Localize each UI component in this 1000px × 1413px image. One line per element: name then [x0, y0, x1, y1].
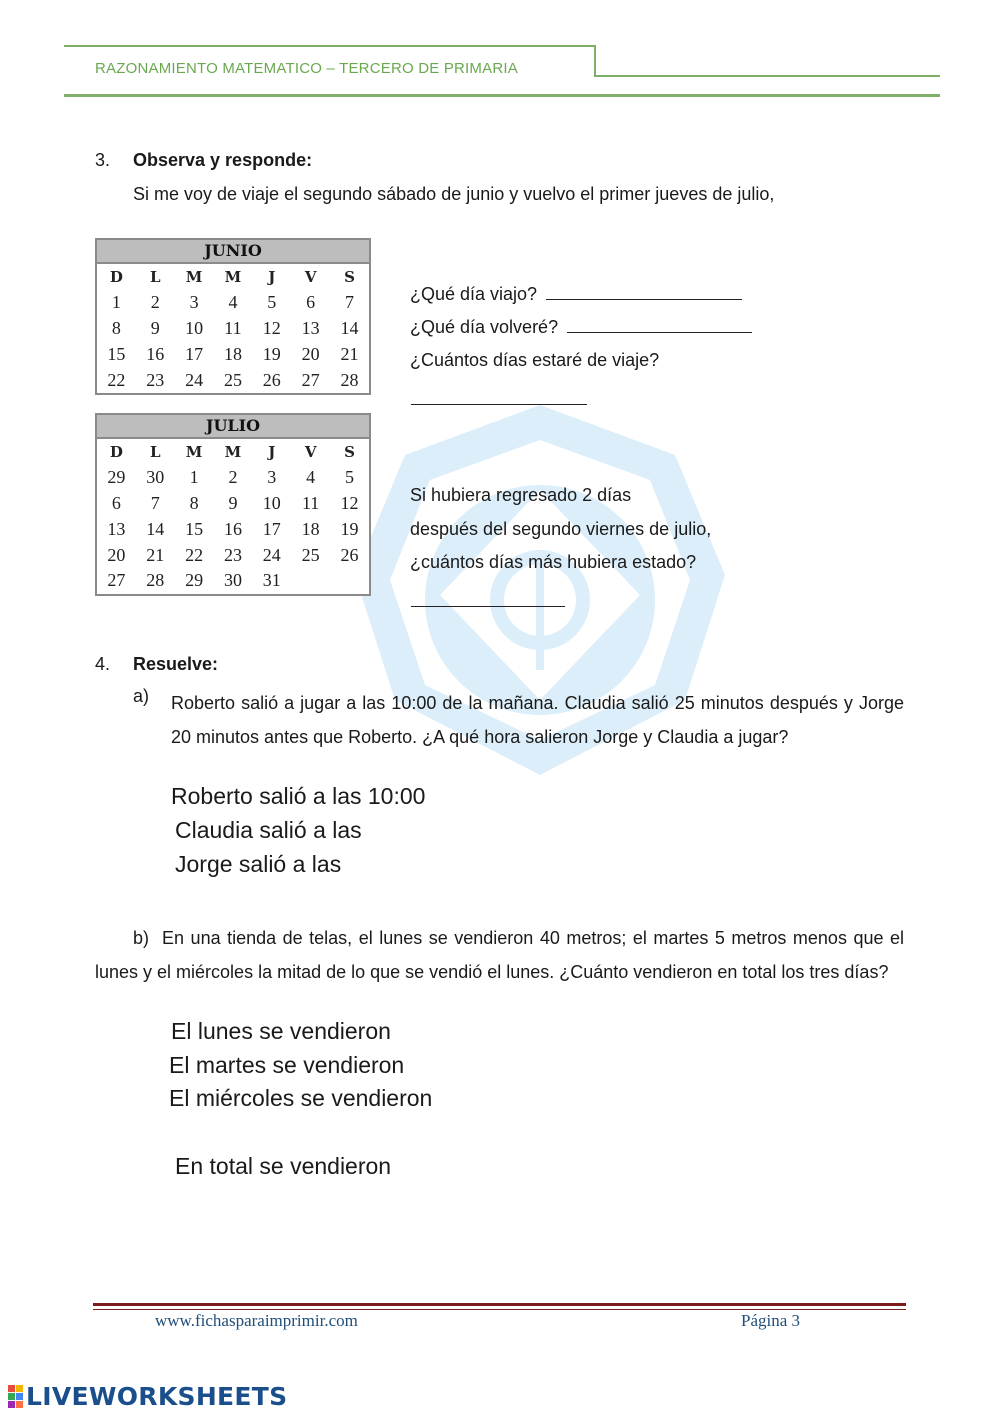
day-cell: 28 — [340, 369, 359, 390]
day-cell: 4 — [228, 292, 238, 313]
question-return-day-label: ¿Qué día volveré? — [410, 317, 559, 337]
day-cell: 6 — [111, 492, 121, 513]
day-cell: 5 — [267, 292, 277, 313]
day-cell: 21 — [146, 544, 165, 565]
day-cell: 17 — [185, 343, 204, 364]
section4-number: 4. — [95, 654, 111, 674]
calendar-junio — [95, 238, 371, 395]
day-cell: 20 — [301, 343, 320, 364]
liveworksheets-logo — [8, 1381, 287, 1411]
day-cell: 10 — [262, 492, 281, 513]
answer-line-return-day[interactable] — [567, 318, 752, 333]
dow-cell: D — [109, 267, 123, 286]
day-cell: 8 — [189, 492, 199, 513]
question-travel-day — [410, 284, 742, 305]
answer-line-travel-day[interactable] — [546, 285, 742, 300]
calendar-week-row — [97, 465, 369, 491]
footer-rule-thick — [93, 1303, 906, 1306]
day-cell: 9 — [228, 492, 238, 513]
day-cell: 16 — [146, 343, 165, 364]
day-cell: 31 — [262, 570, 281, 591]
day-cell: 19 — [340, 518, 359, 539]
answer-a-roberto: Roberto salió a las 10:00 — [171, 783, 426, 809]
calendar-week-row — [97, 367, 369, 393]
dow-cell: V — [304, 267, 317, 286]
dow-cell: J — [268, 442, 276, 461]
header-rule-top — [64, 45, 596, 47]
day-cell: 18 — [301, 518, 320, 539]
calendar-week-row — [97, 491, 369, 517]
footer-rule-thin — [93, 1309, 906, 1310]
answer-a-claudia: Claudia salió a las — [175, 817, 362, 843]
dow-cell: D — [109, 442, 123, 461]
answer-line-extra-days[interactable] — [411, 592, 565, 607]
dow-cell: L — [149, 267, 161, 286]
day-cell: 23 — [223, 544, 242, 565]
question-travel-day-label: ¿Qué día viajo? — [410, 284, 538, 304]
header-rule-step — [594, 45, 596, 77]
day-cell: 29 — [185, 570, 204, 591]
calendar-week-row — [97, 516, 369, 542]
day-cell: 18 — [223, 343, 242, 364]
calendar-week-row — [97, 341, 369, 367]
question-extra-line3: ¿cuántos días más hubiera estado? — [410, 552, 697, 572]
calendar-week-row — [97, 542, 369, 568]
day-cell: 20 — [107, 544, 126, 565]
footer-page-number: Página 3 — [741, 1311, 801, 1330]
problem-b — [95, 921, 904, 989]
dow-cell: S — [344, 442, 355, 461]
dow-cell: J — [268, 267, 276, 286]
calendar-julio-title: JULIO — [97, 415, 369, 439]
answer-line-trip-days[interactable] — [411, 390, 587, 405]
day-cell: 1 — [111, 292, 121, 313]
day-cell: 23 — [146, 369, 165, 390]
calendar-week-row — [97, 568, 369, 594]
day-cell: 24 — [262, 544, 281, 565]
day-cell — [330, 568, 369, 594]
day-cell: 12 — [340, 492, 359, 513]
day-cell: 22 — [107, 369, 126, 390]
day-cell: 13 — [301, 317, 320, 338]
answer-b-miercoles: El miércoles se vendieron — [169, 1085, 433, 1111]
day-cell: 28 — [146, 570, 165, 591]
section3-title: Observa y responde: — [133, 150, 313, 170]
day-cell: 9 — [150, 317, 160, 338]
problem-b-text: En una tienda de telas, el lunes se vendieron 40 metros; el martes 5 metros menos que el lunes y el miércoles la mitad de lo que se vendió el lunes. ¿Cuánto vendieron en total los tres días? — [95, 928, 904, 982]
day-cell: 14 — [340, 317, 359, 338]
day-cell: 30 — [223, 570, 242, 591]
dow-cell: L — [149, 442, 161, 461]
problem-a-text: Roberto salió a jugar a las 10:00 de la mañana. Claudia salió 25 minutos después y Jorge 20 minutos antes que Roberto. ¿A qué hora salieron Jorge y Claudia a jugar? — [171, 693, 904, 747]
calendar-junio-title: JUNIO — [97, 240, 369, 264]
day-cell: 22 — [185, 544, 204, 565]
header-title: RAZONAMIENTO MATEMATICO – TERCERO DE PRIMARIA — [95, 60, 518, 77]
calendar-week-row — [97, 290, 369, 316]
day-cell: 3 — [267, 467, 277, 488]
day-cell: 26 — [340, 544, 359, 565]
day-cell: 6 — [306, 292, 316, 313]
question-extra-line2: después del segundo viernes de julio, — [410, 519, 712, 539]
liveworksheets-text: LIVEWORKSHEETS — [26, 1381, 288, 1411]
day-cell: 29 — [107, 467, 126, 488]
header-rule-right — [594, 75, 940, 77]
day-cell: 12 — [262, 317, 281, 338]
dow-cell: M — [224, 442, 242, 461]
question-extra-line1: Si hubiera regresado 2 días — [410, 485, 632, 505]
day-cell: 14 — [146, 518, 165, 539]
day-cell: 21 — [340, 343, 359, 364]
day-cell: 26 — [262, 369, 281, 390]
day-cell: 4 — [306, 467, 316, 488]
answer-b-lunes: El lunes se vendieron — [171, 1018, 391, 1044]
section3-intro: Si me voy de viaje el segundo sábado de junio y vuelvo el primer jueves de julio, — [133, 184, 775, 204]
day-cell: 1 — [189, 467, 199, 488]
day-cell: 2 — [150, 292, 160, 313]
problem-b-label: b) — [133, 928, 150, 948]
dow-cell: S — [344, 267, 355, 286]
question-return-day — [410, 317, 752, 338]
footer-website: www.fichasparaimprimir.com — [155, 1311, 358, 1330]
day-cell: 25 — [301, 544, 320, 565]
section4-title: Resuelve: — [133, 654, 219, 674]
section3-number: 3. — [95, 150, 111, 170]
day-cell: 27 — [107, 570, 126, 591]
day-cell: 3 — [189, 292, 199, 313]
day-cell: 15 — [185, 518, 204, 539]
day-cell: 16 — [223, 518, 242, 539]
day-cell: 11 — [224, 317, 242, 338]
calendar-julio — [95, 413, 371, 596]
dow-cell: V — [304, 442, 317, 461]
day-cell: 13 — [107, 518, 126, 539]
day-cell: 7 — [345, 292, 355, 313]
day-cell: 19 — [262, 343, 281, 364]
day-cell: 5 — [345, 467, 355, 488]
answer-a-jorge: Jorge salió a las — [175, 851, 342, 877]
day-cell: 11 — [301, 492, 320, 513]
day-cell: 27 — [301, 369, 320, 390]
dow-cell: M — [185, 267, 203, 286]
day-cell: 17 — [262, 518, 281, 539]
problem-a-label: a) — [133, 686, 150, 706]
dow-cell: M — [224, 267, 242, 286]
question-trip-days: ¿Cuántos días estaré de viaje? — [410, 350, 660, 370]
liveworksheets-blocks-icon — [8, 1385, 23, 1408]
day-cell: 8 — [111, 317, 121, 338]
dow-cell: M — [185, 442, 203, 461]
day-cell: 30 — [146, 467, 165, 488]
day-cell — [291, 568, 330, 594]
day-cell: 24 — [185, 369, 204, 390]
day-cell: 15 — [107, 343, 126, 364]
calendar-week-row — [97, 316, 369, 342]
day-cell: 2 — [228, 467, 238, 488]
day-cell: 10 — [185, 317, 204, 338]
day-cell: 7 — [150, 492, 160, 513]
answer-b-martes: El martes se vendieron — [169, 1052, 405, 1078]
answer-b-total: En total se vendieron — [175, 1153, 392, 1179]
day-cell: 25 — [223, 369, 242, 390]
header-rule-bottom — [64, 94, 940, 97]
